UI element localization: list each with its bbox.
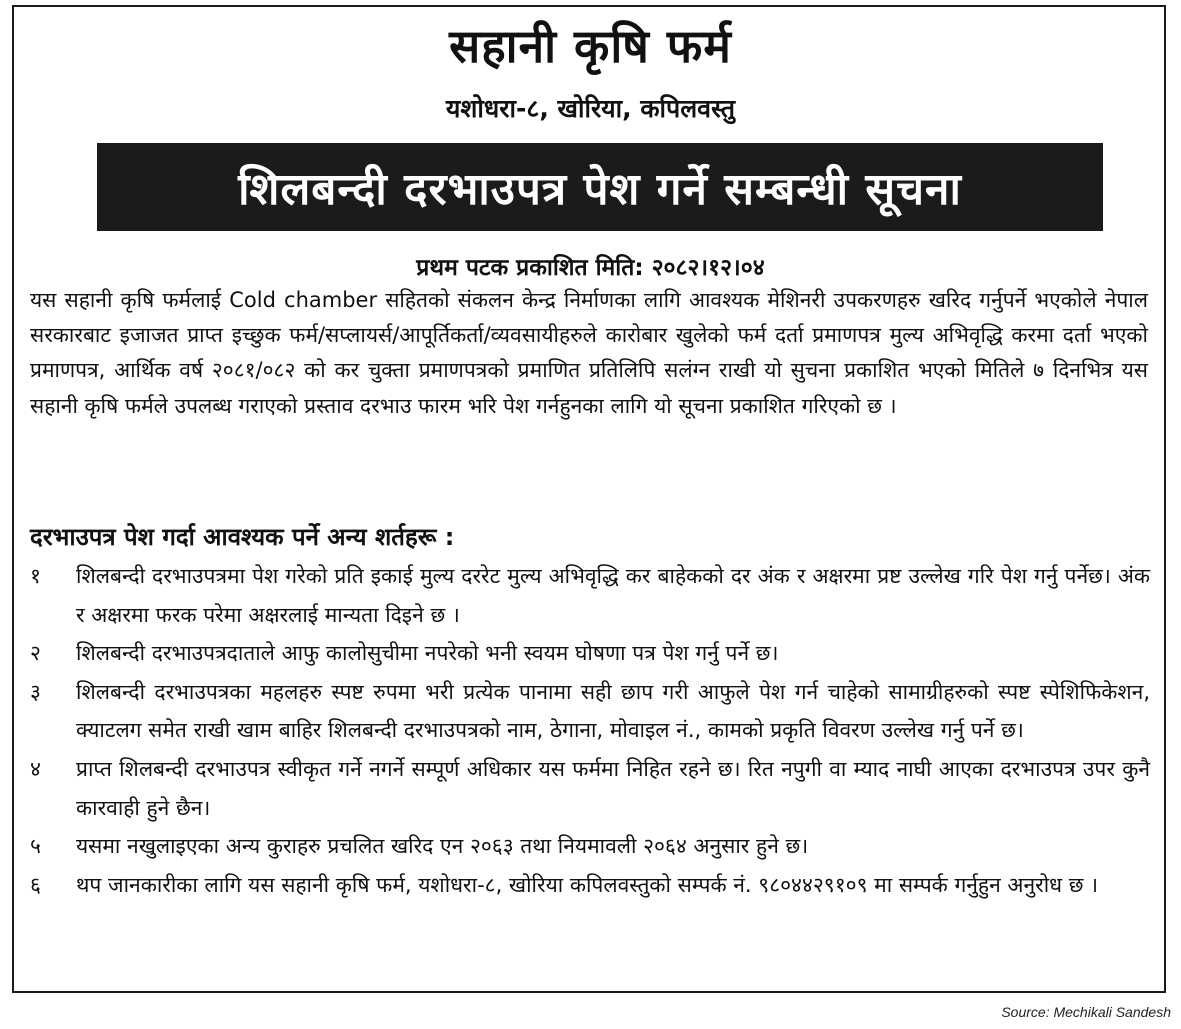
term-item	[30, 673, 1150, 750]
term-item	[30, 866, 1150, 905]
source-credit: Source: Mechikali Sandesh	[1001, 1004, 1171, 1020]
term-number: ३	[30, 679, 41, 704]
term-item	[30, 750, 1150, 827]
term-text: प्राप्त शिलबन्दी दरभाउपत्र स्वीकृत गर्ने नगर्ने सम्पूर्ण अधिकार यस फर्ममा निहित रहने छ। रित नपुगी वा म्याद नाघी आएका दरभाउपत्र उपर कुनै कारवाही हुने छैन।	[76, 756, 1150, 820]
notice-title-banner	[97, 143, 1103, 231]
published-date: प्रथम पटक प्रकाशित मिति: २०८२।१२।०४	[416, 255, 765, 281]
conditions-heading: दरभाउपत्र पेश गर्दा आवश्यक पर्ने अन्य शर्तहरू :	[30, 523, 455, 551]
term-text: शिलबन्दी दरभाउपत्रदाताले आफु कालोसुचीमा नपरेको भनी स्वयम घोषणा पत्र पेश गर्नु पर्ने छ।	[76, 641, 779, 666]
term-number: ४	[30, 756, 41, 781]
terms-list	[30, 557, 1150, 904]
term-number: १	[30, 564, 41, 588]
term-number: ५	[30, 834, 41, 859]
org-address: यशोधरा-८, खोरिया, कपिलवस्तु	[445, 94, 736, 123]
term-item	[30, 557, 1150, 634]
notice-title: शिलबन्दी दरभाउपत्र पेश गर्ने सम्बन्धी सूचना	[238, 164, 962, 215]
term-number: २	[30, 641, 41, 666]
term-number: ६	[30, 872, 41, 897]
intro-paragraph: यस सहानी कृषि फर्मलाई Cold chamber सहितको संकलन केन्द्र निर्माणका लागि आवश्यक मेशिनरी उपकरणहरु खरिद गर्नुपर्ने भएकोले नेपाल सरकारबाट इजाजत प्राप्त इच्छुक फर्म/सप्लायर्स/आपूर्तिकर्ता/व्यवसायीहरुले कारोबार खुलेको फर्म दर्ता प्रमाणपत्र मुल्य अभिवृद्धि करमा दर्ता भएको प्रमाणपत्र, आर्थिक वर्ष २०८१/०८२ को कर चुक्ता प्रमाणपत्रको प्रमाणित प्रतिलिपि सलंग्न राखी यो सुचना प्रकाशित भएको मितिले ७ दिनभित्र यस सहानी कृषि फर्मले उपलब्ध गराएको प्रस्ताव दरभाउ फारम भरि पेश गर्नहुनका लागि यो सूचना प्रकाशित गरिएको छ ।	[30, 288, 1148, 418]
term-text: यसमा नखुलाइएका अन्य कुराहरु प्रचलित खरिद एन २०६३ तथा नियमावली २०६४ अनुसार हुने छ।	[76, 834, 809, 859]
term-text: थप जानकारीका लागि यस सहानी कृषि फर्म, यशोधरा-८, खोरिया कपिलवस्तुको सम्पर्क नं. ९८०४४२९१०९ मा सम्पर्क गर्नुहुन अनुरोध छ ।	[76, 872, 1099, 897]
term-text: शिलबन्दी दरभाउपत्रमा पेश गरेको प्रति इकाई मुल्य दररेट मुल्य अभिवृद्धि कर बाहेकको दर अंक र अक्षरमा प्रष्ट उल्लेख गरि पेश गर्नु पर्नेछ। अंक र अक्षरमा फरक परेमा अक्षरलाई मान्यता दिइने छ ।	[76, 564, 1150, 627]
term-text: शिलबन्दी दरभाउपत्रका महलहरु स्पष्ट रुपमा भरी प्रत्येक पानामा सही छाप गरी आफुले पेश गर्न चाहेको सामाग्रीहरुको स्पष्ट स्पेशिफिकेशन, क्याटलग समेत राखी खाम बाहिर शिलबन्दी दरभाउपत्रको नाम, ठेगाना, मोवाइल नं., कामको प्रकृति विवरण उल्लेख गर्नु पर्ने छ।	[76, 679, 1150, 743]
term-item	[30, 827, 1150, 866]
term-item	[30, 634, 1150, 673]
org-name: सहानी कृषि फर्म	[449, 19, 732, 73]
